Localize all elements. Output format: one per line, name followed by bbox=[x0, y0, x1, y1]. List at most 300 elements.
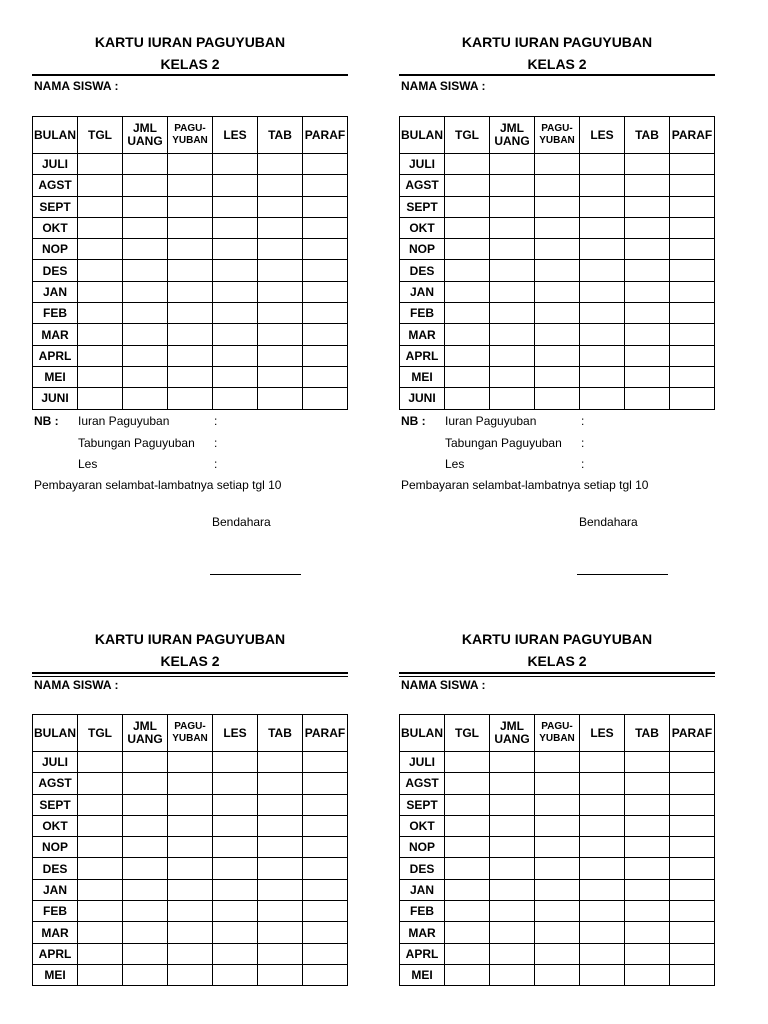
column-header bbox=[445, 715, 490, 752]
entry-cell[interactable] bbox=[78, 794, 123, 815]
entry-cell[interactable] bbox=[490, 964, 535, 985]
entry-cell[interactable] bbox=[580, 858, 625, 879]
entry-cell[interactable] bbox=[123, 366, 168, 387]
entry-cell[interactable] bbox=[123, 324, 168, 345]
entry-cell[interactable] bbox=[490, 922, 535, 943]
entry-cell[interactable] bbox=[670, 964, 715, 985]
entry-cell[interactable] bbox=[123, 175, 168, 196]
entry-cell[interactable] bbox=[535, 281, 580, 302]
entry-cell[interactable] bbox=[168, 239, 213, 260]
entry-cell[interactable] bbox=[580, 752, 625, 773]
entry-cell[interactable] bbox=[490, 281, 535, 302]
entry-cell[interactable] bbox=[580, 922, 625, 943]
entry-cell[interactable] bbox=[78, 196, 123, 217]
entry-cell[interactable] bbox=[213, 196, 258, 217]
entry-cell[interactable] bbox=[213, 175, 258, 196]
entry-cell[interactable] bbox=[168, 388, 213, 409]
entry-cell[interactable] bbox=[535, 175, 580, 196]
entry-cell[interactable] bbox=[535, 858, 580, 879]
entry-cell[interactable] bbox=[445, 175, 490, 196]
entry-cell[interactable] bbox=[490, 175, 535, 196]
table-row bbox=[400, 922, 715, 943]
entry-cell[interactable] bbox=[535, 752, 580, 773]
entry-cell[interactable] bbox=[168, 837, 213, 858]
entry-cell[interactable] bbox=[535, 239, 580, 260]
entry-cell[interactable] bbox=[535, 901, 580, 922]
entry-cell[interactable] bbox=[303, 815, 348, 836]
entry-cell[interactable] bbox=[168, 901, 213, 922]
entry-cell[interactable] bbox=[258, 196, 303, 217]
entry-cell[interactable] bbox=[303, 858, 348, 879]
month-cell: JULI bbox=[400, 154, 445, 175]
entry-cell[interactable] bbox=[580, 260, 625, 281]
entry-cell[interactable] bbox=[490, 794, 535, 815]
entry-cell[interactable] bbox=[670, 175, 715, 196]
entry-cell[interactable] bbox=[625, 388, 670, 409]
entry-cell[interactable] bbox=[123, 794, 168, 815]
entry-cell[interactable] bbox=[78, 154, 123, 175]
entry-cell[interactable] bbox=[303, 345, 348, 366]
entry-cell[interactable] bbox=[490, 366, 535, 387]
entry-cell[interactable] bbox=[78, 281, 123, 302]
entry-cell[interactable] bbox=[123, 858, 168, 879]
entry-cell[interactable] bbox=[123, 922, 168, 943]
entry-cell[interactable] bbox=[303, 324, 348, 345]
entry-cell[interactable] bbox=[535, 324, 580, 345]
entry-cell[interactable] bbox=[213, 752, 258, 773]
entry-cell[interactable] bbox=[535, 837, 580, 858]
entry-cell[interactable] bbox=[258, 773, 303, 794]
entry-cell[interactable] bbox=[535, 217, 580, 238]
entry-cell[interactable] bbox=[123, 345, 168, 366]
entry-cell[interactable] bbox=[78, 943, 123, 964]
entry-cell[interactable] bbox=[625, 837, 670, 858]
entry-cell[interactable] bbox=[168, 794, 213, 815]
entry-cell[interactable] bbox=[123, 964, 168, 985]
entry-cell[interactable] bbox=[258, 815, 303, 836]
entry-cell[interactable] bbox=[535, 794, 580, 815]
signature-line[interactable] bbox=[577, 574, 668, 575]
entry-cell[interactable] bbox=[670, 794, 715, 815]
entry-cell[interactable] bbox=[445, 345, 490, 366]
note-colon: : bbox=[581, 414, 585, 428]
entry-cell[interactable] bbox=[670, 324, 715, 345]
entry-cell[interactable] bbox=[78, 366, 123, 387]
entry-cell[interactable] bbox=[625, 943, 670, 964]
entry-cell[interactable] bbox=[258, 303, 303, 324]
entry-cell[interactable] bbox=[580, 175, 625, 196]
entry-cell[interactable] bbox=[490, 303, 535, 324]
entry-cell[interactable] bbox=[123, 901, 168, 922]
entry-cell[interactable] bbox=[580, 964, 625, 985]
entry-cell[interactable] bbox=[168, 752, 213, 773]
column-header-line: BULAN bbox=[34, 725, 76, 740]
entry-cell[interactable] bbox=[258, 943, 303, 964]
entry-cell[interactable] bbox=[303, 794, 348, 815]
entry-cell[interactable] bbox=[445, 324, 490, 345]
entry-cell[interactable] bbox=[123, 239, 168, 260]
table-row bbox=[400, 388, 715, 409]
entry-cell[interactable] bbox=[670, 239, 715, 260]
entry-cell[interactable] bbox=[490, 943, 535, 964]
entry-cell[interactable] bbox=[490, 239, 535, 260]
student-name-label: NAMA SISWA : bbox=[34, 678, 119, 692]
entry-cell[interactable] bbox=[78, 324, 123, 345]
entry-cell[interactable] bbox=[123, 943, 168, 964]
entry-cell[interactable] bbox=[535, 773, 580, 794]
entry-cell[interactable] bbox=[580, 773, 625, 794]
entry-cell[interactable] bbox=[168, 815, 213, 836]
entry-cell[interactable] bbox=[670, 303, 715, 324]
entry-cell[interactable] bbox=[168, 303, 213, 324]
entry-cell[interactable] bbox=[580, 303, 625, 324]
entry-cell[interactable] bbox=[123, 388, 168, 409]
entry-cell[interactable] bbox=[625, 964, 670, 985]
table-row bbox=[33, 281, 348, 302]
entry-cell[interactable] bbox=[580, 324, 625, 345]
entry-cell[interactable] bbox=[580, 837, 625, 858]
entry-cell[interactable] bbox=[445, 964, 490, 985]
entry-cell[interactable] bbox=[213, 858, 258, 879]
entry-cell[interactable] bbox=[490, 837, 535, 858]
entry-cell[interactable] bbox=[258, 901, 303, 922]
entry-cell[interactable] bbox=[123, 773, 168, 794]
entry-cell[interactable] bbox=[670, 366, 715, 387]
column-header bbox=[168, 117, 213, 154]
entry-cell[interactable] bbox=[535, 154, 580, 175]
entry-cell[interactable] bbox=[580, 345, 625, 366]
column-header bbox=[400, 117, 445, 154]
month-cell: MEI bbox=[400, 964, 445, 985]
entry-cell[interactable] bbox=[580, 815, 625, 836]
entry-cell[interactable] bbox=[258, 752, 303, 773]
entry-cell[interactable] bbox=[78, 815, 123, 836]
column-header bbox=[303, 117, 348, 154]
entry-cell[interactable] bbox=[78, 260, 123, 281]
entry-cell[interactable] bbox=[123, 154, 168, 175]
entry-cell[interactable] bbox=[168, 196, 213, 217]
entry-cell[interactable] bbox=[625, 752, 670, 773]
entry-cell[interactable] bbox=[168, 922, 213, 943]
entry-cell[interactable] bbox=[303, 943, 348, 964]
entry-cell[interactable] bbox=[258, 794, 303, 815]
entry-cell[interactable] bbox=[580, 879, 625, 900]
entry-cell[interactable] bbox=[445, 196, 490, 217]
entry-cell[interactable] bbox=[303, 837, 348, 858]
entry-cell[interactable] bbox=[258, 964, 303, 985]
entry-cell[interactable] bbox=[303, 175, 348, 196]
entry-cell[interactable] bbox=[258, 260, 303, 281]
entry-cell[interactable] bbox=[303, 217, 348, 238]
entry-cell[interactable] bbox=[580, 901, 625, 922]
entry-cell[interactable] bbox=[670, 260, 715, 281]
entry-cell[interactable] bbox=[445, 943, 490, 964]
entry-cell[interactable] bbox=[78, 837, 123, 858]
entry-cell[interactable] bbox=[123, 303, 168, 324]
entry-cell[interactable] bbox=[168, 943, 213, 964]
entry-cell[interactable] bbox=[213, 943, 258, 964]
entry-cell[interactable] bbox=[535, 196, 580, 217]
entry-cell[interactable] bbox=[625, 324, 670, 345]
entry-cell[interactable] bbox=[213, 260, 258, 281]
entry-cell[interactable] bbox=[625, 217, 670, 238]
column-header-line: TAB bbox=[635, 725, 659, 740]
entry-cell[interactable] bbox=[445, 366, 490, 387]
entry-cell[interactable] bbox=[625, 196, 670, 217]
entry-cell[interactable] bbox=[168, 217, 213, 238]
entry-cell[interactable] bbox=[670, 858, 715, 879]
table-row bbox=[400, 217, 715, 238]
entry-cell[interactable] bbox=[213, 154, 258, 175]
entry-cell[interactable] bbox=[303, 879, 348, 900]
entry-cell[interactable] bbox=[258, 345, 303, 366]
entry-cell[interactable] bbox=[580, 794, 625, 815]
entry-cell[interactable] bbox=[213, 217, 258, 238]
entry-cell[interactable] bbox=[213, 324, 258, 345]
entry-cell[interactable] bbox=[490, 752, 535, 773]
entry-cell[interactable] bbox=[303, 964, 348, 985]
entry-cell[interactable] bbox=[303, 752, 348, 773]
entry-cell[interactable] bbox=[670, 773, 715, 794]
entry-cell[interactable] bbox=[490, 901, 535, 922]
entry-cell[interactable] bbox=[78, 879, 123, 900]
entry-cell[interactable] bbox=[535, 922, 580, 943]
entry-cell[interactable] bbox=[580, 388, 625, 409]
entry-cell[interactable] bbox=[490, 217, 535, 238]
entry-cell[interactable] bbox=[123, 879, 168, 900]
entry-cell[interactable] bbox=[625, 239, 670, 260]
entry-cell[interactable] bbox=[168, 964, 213, 985]
entry-cell[interactable] bbox=[258, 388, 303, 409]
entry-cell[interactable] bbox=[445, 752, 490, 773]
entry-cell[interactable] bbox=[78, 922, 123, 943]
entry-cell[interactable] bbox=[78, 901, 123, 922]
entry-cell[interactable] bbox=[490, 324, 535, 345]
entry-cell[interactable] bbox=[670, 922, 715, 943]
entry-cell[interactable] bbox=[445, 815, 490, 836]
entry-cell[interactable] bbox=[258, 281, 303, 302]
entry-cell[interactable] bbox=[490, 154, 535, 175]
entry-cell[interactable] bbox=[123, 837, 168, 858]
entry-cell[interactable] bbox=[258, 922, 303, 943]
entry-cell[interactable] bbox=[123, 260, 168, 281]
month-cell: MEI bbox=[400, 366, 445, 387]
entry-cell[interactable] bbox=[625, 345, 670, 366]
entry-cell[interactable] bbox=[78, 239, 123, 260]
entry-cell[interactable] bbox=[490, 260, 535, 281]
entry-cell[interactable] bbox=[535, 815, 580, 836]
entry-cell[interactable] bbox=[445, 281, 490, 302]
entry-cell[interactable] bbox=[445, 303, 490, 324]
entry-cell[interactable] bbox=[580, 943, 625, 964]
entry-cell[interactable] bbox=[213, 794, 258, 815]
signature-line[interactable] bbox=[210, 574, 301, 575]
entry-cell[interactable] bbox=[670, 196, 715, 217]
entry-cell[interactable] bbox=[78, 964, 123, 985]
entry-cell[interactable] bbox=[670, 837, 715, 858]
entry-cell[interactable] bbox=[213, 837, 258, 858]
entry-cell[interactable] bbox=[168, 345, 213, 366]
entry-cell[interactable] bbox=[625, 922, 670, 943]
entry-cell[interactable] bbox=[625, 260, 670, 281]
entry-cell[interactable] bbox=[670, 815, 715, 836]
entry-cell[interactable] bbox=[490, 879, 535, 900]
entry-cell[interactable] bbox=[258, 837, 303, 858]
entry-cell[interactable] bbox=[535, 879, 580, 900]
entry-cell[interactable] bbox=[580, 196, 625, 217]
entry-cell[interactable] bbox=[670, 901, 715, 922]
entry-cell[interactable] bbox=[445, 879, 490, 900]
entry-cell[interactable] bbox=[625, 175, 670, 196]
column-header bbox=[670, 117, 715, 154]
entry-cell[interactable] bbox=[123, 217, 168, 238]
table-row bbox=[400, 345, 715, 366]
column-header bbox=[580, 117, 625, 154]
entry-cell[interactable] bbox=[445, 217, 490, 238]
entry-cell[interactable] bbox=[168, 773, 213, 794]
entry-cell[interactable] bbox=[625, 815, 670, 836]
entry-cell[interactable] bbox=[78, 217, 123, 238]
entry-cell[interactable] bbox=[213, 964, 258, 985]
entry-cell[interactable] bbox=[303, 196, 348, 217]
entry-cell[interactable] bbox=[78, 752, 123, 773]
column-header bbox=[445, 117, 490, 154]
entry-cell[interactable] bbox=[168, 281, 213, 302]
entry-cell[interactable] bbox=[670, 345, 715, 366]
entry-cell[interactable] bbox=[625, 773, 670, 794]
entry-cell[interactable] bbox=[670, 388, 715, 409]
entry-cell[interactable] bbox=[168, 858, 213, 879]
entry-cell[interactable] bbox=[123, 196, 168, 217]
entry-cell[interactable] bbox=[168, 260, 213, 281]
entry-cell[interactable] bbox=[258, 879, 303, 900]
entry-cell[interactable] bbox=[258, 239, 303, 260]
entry-cell[interactable] bbox=[670, 879, 715, 900]
entry-cell[interactable] bbox=[580, 239, 625, 260]
entry-cell[interactable] bbox=[213, 239, 258, 260]
entry-cell[interactable] bbox=[258, 175, 303, 196]
entry-cell[interactable] bbox=[258, 324, 303, 345]
entry-cell[interactable] bbox=[445, 154, 490, 175]
entry-cell[interactable] bbox=[535, 303, 580, 324]
entry-cell[interactable] bbox=[535, 388, 580, 409]
card-subtitle: KELAS 2 bbox=[527, 56, 587, 72]
entry-cell[interactable] bbox=[445, 858, 490, 879]
entry-cell[interactable] bbox=[580, 366, 625, 387]
entry-cell[interactable] bbox=[213, 922, 258, 943]
entry-cell[interactable] bbox=[123, 281, 168, 302]
entry-cell[interactable] bbox=[213, 901, 258, 922]
entry-cell[interactable] bbox=[625, 366, 670, 387]
entry-cell[interactable] bbox=[670, 281, 715, 302]
entry-cell[interactable] bbox=[445, 901, 490, 922]
entry-cell[interactable] bbox=[580, 154, 625, 175]
entry-cell[interactable] bbox=[213, 345, 258, 366]
entry-cell[interactable] bbox=[168, 879, 213, 900]
entry-cell[interactable] bbox=[535, 345, 580, 366]
entry-cell[interactable] bbox=[78, 175, 123, 196]
entry-cell[interactable] bbox=[490, 858, 535, 879]
entry-cell[interactable] bbox=[670, 752, 715, 773]
entry-cell[interactable] bbox=[123, 815, 168, 836]
entry-cell[interactable] bbox=[625, 154, 670, 175]
entry-cell[interactable] bbox=[213, 388, 258, 409]
entry-cell[interactable] bbox=[625, 303, 670, 324]
entry-cell[interactable] bbox=[535, 964, 580, 985]
entry-cell[interactable] bbox=[303, 922, 348, 943]
entry-cell[interactable] bbox=[625, 281, 670, 302]
entry-cell[interactable] bbox=[445, 837, 490, 858]
entry-cell[interactable] bbox=[303, 366, 348, 387]
entry-cell[interactable] bbox=[445, 260, 490, 281]
entry-cell[interactable] bbox=[580, 281, 625, 302]
entry-cell[interactable] bbox=[303, 260, 348, 281]
entry-cell[interactable] bbox=[213, 281, 258, 302]
table-row bbox=[400, 175, 715, 196]
entry-cell[interactable] bbox=[168, 366, 213, 387]
entry-cell[interactable] bbox=[490, 388, 535, 409]
entry-cell[interactable] bbox=[535, 943, 580, 964]
entry-cell[interactable] bbox=[78, 858, 123, 879]
entry-cell[interactable] bbox=[123, 752, 168, 773]
entry-cell[interactable] bbox=[490, 773, 535, 794]
entry-cell[interactable] bbox=[78, 303, 123, 324]
entry-cell[interactable] bbox=[535, 366, 580, 387]
entry-cell[interactable] bbox=[258, 366, 303, 387]
entry-cell[interactable] bbox=[168, 154, 213, 175]
entry-cell[interactable] bbox=[445, 773, 490, 794]
entry-cell[interactable] bbox=[625, 858, 670, 879]
entry-cell[interactable] bbox=[213, 366, 258, 387]
entry-cell[interactable] bbox=[303, 239, 348, 260]
entry-cell[interactable] bbox=[303, 388, 348, 409]
entry-cell[interactable] bbox=[78, 388, 123, 409]
entry-cell[interactable] bbox=[303, 281, 348, 302]
entry-cell[interactable] bbox=[168, 175, 213, 196]
entry-cell[interactable] bbox=[303, 901, 348, 922]
entry-cell[interactable] bbox=[445, 794, 490, 815]
entry-cell[interactable] bbox=[625, 901, 670, 922]
entry-cell[interactable] bbox=[625, 879, 670, 900]
month-cell: JUNI bbox=[400, 388, 445, 409]
entry-cell[interactable] bbox=[78, 345, 123, 366]
entry-cell[interactable] bbox=[168, 324, 213, 345]
entry-cell[interactable] bbox=[445, 922, 490, 943]
entry-cell[interactable] bbox=[213, 303, 258, 324]
entry-cell[interactable] bbox=[535, 260, 580, 281]
entry-cell[interactable] bbox=[303, 154, 348, 175]
entry-cell[interactable] bbox=[670, 217, 715, 238]
entry-cell[interactable] bbox=[625, 794, 670, 815]
entry-cell[interactable] bbox=[670, 154, 715, 175]
entry-cell[interactable] bbox=[303, 773, 348, 794]
entry-cell[interactable] bbox=[258, 217, 303, 238]
entry-cell[interactable] bbox=[213, 815, 258, 836]
entry-cell[interactable] bbox=[580, 217, 625, 238]
entry-cell[interactable] bbox=[213, 773, 258, 794]
entry-cell[interactable] bbox=[670, 943, 715, 964]
entry-cell[interactable] bbox=[78, 773, 123, 794]
entry-cell[interactable] bbox=[213, 879, 258, 900]
entry-cell[interactable] bbox=[490, 345, 535, 366]
entry-cell[interactable] bbox=[258, 858, 303, 879]
entry-cell[interactable] bbox=[490, 815, 535, 836]
entry-cell[interactable] bbox=[445, 239, 490, 260]
entry-cell[interactable] bbox=[303, 303, 348, 324]
entry-cell[interactable] bbox=[445, 388, 490, 409]
entry-cell[interactable] bbox=[490, 196, 535, 217]
entry-cell[interactable] bbox=[258, 154, 303, 175]
